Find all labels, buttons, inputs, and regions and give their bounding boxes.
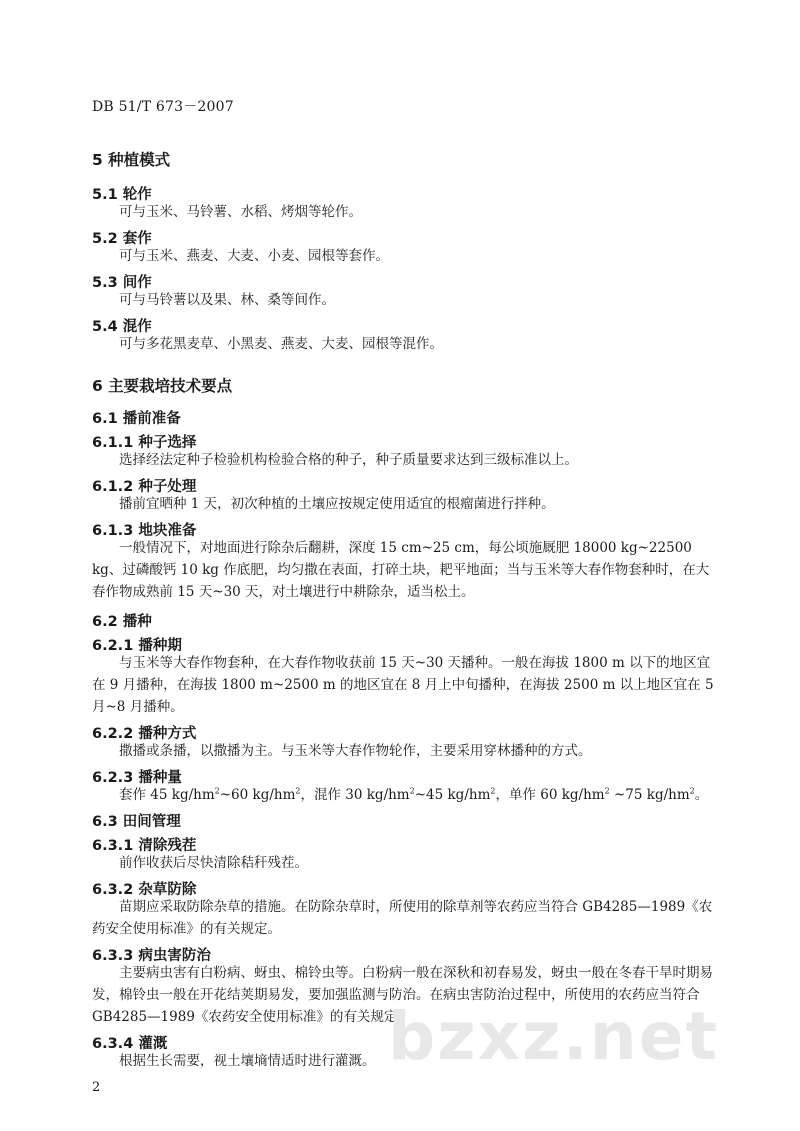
- section-6-3-title: 6.3 田间管理: [92, 814, 181, 830]
- section-6-3-2-title: 6.3.2 杂草防除: [92, 882, 197, 898]
- section-5-1-text: 可与玉米、马铃薯、水稻、烤烟等轮作。: [119, 204, 362, 220]
- section-6-2-2-title: 6.2.2 播种方式: [92, 726, 197, 742]
- section-6-3-4-text: 根据生长需要，视土壤墒情适时进行灌溉。: [119, 1053, 376, 1069]
- section-6-2-2-text: 撒播或条播，以撒播为主。与玉米等大春作物轮作，主要采用穿林播种的方式。: [119, 743, 592, 759]
- section-5-2-text: 可与玉米、燕麦、大麦、小麦、园根等套作。: [119, 248, 389, 264]
- section-6-3-3-text: 主要病虫害有白粉病、蚜虫、棉铃虫等。白粉病一般在深秋和初春易发，蚜虫一般在冬春干旱时期易发，棉铃虫一般在开花结荚期易发，要加强监测与防治。在病虫害防治过程中，所使用的农药应当符合 GB4285—1989《农药安全使用标准》的有关规定。: [92, 965, 713, 1025]
- section-6-1-1-text: 选择经法定种子检验机构检验合格的种子，种子质量要求达到三级标准以上。: [119, 452, 578, 468]
- section-6-2-3-title: 6.2.3 播种量: [92, 770, 182, 786]
- section-6-1-title: 6.1 播前准备: [92, 411, 181, 427]
- section-6-1-3-title: 6.1.3 地块准备: [92, 523, 197, 539]
- section-6-3-1-title: 6.3.1 清除残茬: [92, 838, 197, 854]
- page-number: 2: [92, 1080, 101, 1095]
- section-5-4-text: 可与多花黑麦草、小黑麦、燕麦、大麦、园根等混作。: [119, 336, 443, 352]
- section-6-3-1-text: 前作收获后尽快清除秸秆残茬。: [119, 855, 308, 871]
- section-6-2-title: 6.2 播种: [92, 614, 152, 630]
- section-6-3-4-title: 6.3.4 灌溉: [92, 1036, 168, 1052]
- section-6-2-3-text: 套作 45 $kg/hm^2\sim 60$ $kg/hm^2$，混作 30 $kg/hm^2\sim 45$ $kg/hm^2$，单作 60 $kg/hm^2$ ~75 $kg/hm^2$。: [119, 786, 709, 803]
- watermark: bzxz.net: [388, 998, 720, 1075]
- section-6-3-2-text: 苗期应采取防除杂草的措施。在防除杂草时，所使用的除草剂等农药应当符合 GB4285—1989《农药安全使用标准》的有关规定。: [92, 899, 713, 937]
- section-5-3-title: 5.3 间作: [92, 275, 152, 291]
- section-6-1-2-text: 播前宜晒种 1 天，初次种植的土壤应按规定使用适宜的根瘤菌进行拌种。: [119, 496, 555, 512]
- standard-code: DB 51/T 673－2007: [92, 99, 234, 115]
- section-5-2-title: 5.2 套作: [92, 231, 152, 247]
- section-6-2-1-text: 与玉米等大春作物套种，在大春作物收获前 15 天~30 天播种。一般在海拔 1800 m 以下的地区宜在 9 月播种，在海拔 1800 m~2500 m 的地区宜在 8 月上中旬播种，在海拔 2500 m 以上地区宜在 5 月~8 月播种。: [92, 655, 714, 715]
- section-5-3-text: 可与马铃薯以及果、林、桑等间作。: [119, 292, 335, 308]
- section-6-1-3-text: 一般情况下，对地面进行除杂后翻耕，深度 15 cm~25 cm，每公顷施厩肥 18000 kg~22500 kg、过磷酸钙 10 kg 作底肥，均匀撒在表面，打碎土块，耙平地面；当与玉米等大春作物套种时，在大春作物成熟前 15 天~30 天，对土壤进行中耕除杂，适当松土。: [92, 540, 710, 600]
- section-5-4-title: 5.4 混作: [92, 319, 152, 335]
- section-5-title: 5 种植模式: [92, 151, 171, 169]
- section-6-1-1-title: 6.1.1 种子选择: [92, 435, 197, 451]
- section-6-2-1-title: 6.2.1 播种期: [92, 638, 182, 654]
- section-6-1-2-title: 6.1.2 种子处理: [92, 479, 197, 495]
- section-6-title: 6 主要栽培技术要点: [92, 377, 233, 395]
- section-6-3-3-title: 6.3.3 病虫害防治: [92, 948, 211, 964]
- section-5-1-title: 5.1 轮作: [92, 187, 152, 203]
